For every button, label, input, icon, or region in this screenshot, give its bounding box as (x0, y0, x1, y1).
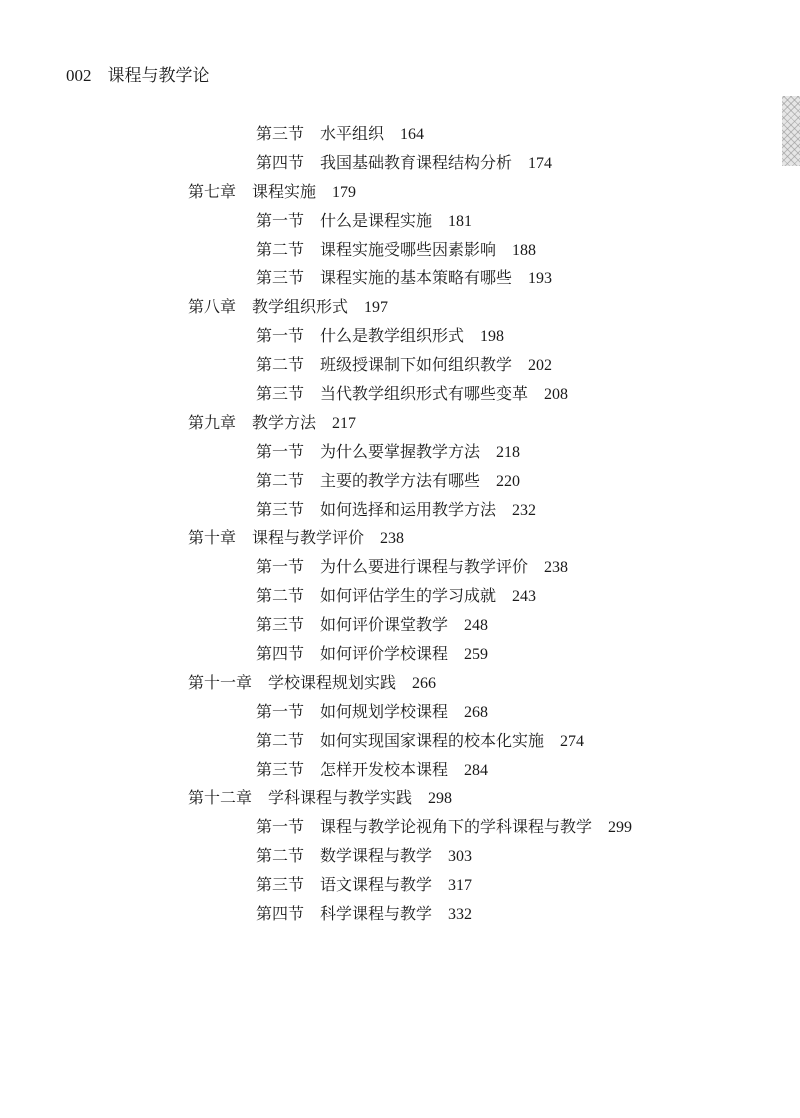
toc-entry-title: 教学方法 (252, 412, 317, 432)
toc-entry-label: 第九章 (188, 412, 237, 432)
toc-entry-page-number: 259 (464, 646, 489, 664)
toc-entry-title: 为什么要进行课程与教学评价 (320, 557, 529, 577)
toc-entry-title: 如何规划学校课程 (320, 701, 449, 721)
toc-entry-label: 第三节 (256, 499, 305, 519)
toc-entry-page-number: 268 (464, 703, 489, 721)
toc-entry-page-number: 238 (380, 530, 405, 548)
toc-section-row (0, 351, 800, 380)
toc-entry-page-number: 193 (528, 270, 553, 288)
toc-section-row (0, 698, 800, 727)
toc-section-row (0, 842, 800, 871)
toc-entry-label: 第十一章 (188, 672, 253, 692)
book-title: 课程与教学论 (107, 66, 210, 86)
toc-entry-page-number: 303 (448, 848, 473, 866)
toc-entry-title: 如何评价学校课程 (320, 644, 449, 664)
toc-entry-page-number: 317 (448, 877, 473, 895)
toc-entry-title: 学科课程与教学实践 (268, 788, 413, 808)
toc-chapter-row (0, 409, 800, 438)
toc-entry-label: 第三节 (256, 384, 305, 404)
toc-entry-title: 科学课程与教学 (320, 904, 433, 924)
toc-entry-page-number: 266 (412, 674, 437, 692)
toc-section-row (0, 813, 800, 842)
running-header (66, 64, 210, 88)
toc-entry-page-number: 243 (512, 588, 537, 606)
toc-entry-title: 数学课程与教学 (320, 846, 433, 866)
toc-chapter-row (0, 178, 800, 207)
toc-entry-page-number: 181 (448, 212, 473, 230)
toc-entry-label: 第二节 (256, 730, 305, 750)
toc-entry-page-number: 202 (528, 357, 553, 375)
toc-entry-title: 什么是课程实施 (320, 210, 433, 230)
toc-entry-label: 第十章 (188, 528, 237, 548)
toc-entry-page-number: 198 (480, 328, 505, 346)
toc-entry-page-number: 274 (560, 732, 585, 750)
toc-entry-page-number: 174 (528, 154, 553, 172)
toc-entry-title: 如何评价课堂教学 (320, 615, 449, 635)
toc-chapter-row (0, 669, 800, 698)
toc-chapter-row (0, 293, 800, 322)
toc-section-row (0, 438, 800, 467)
toc-entry-label: 第二节 (256, 846, 305, 866)
toc-entry-title: 怎样开发校本课程 (320, 759, 449, 779)
toc-section-row (0, 611, 800, 640)
toc-entry-title: 如何选择和运用教学方法 (320, 499, 497, 519)
toc-section-row (0, 553, 800, 582)
toc-entry-title: 主要的教学方法有哪些 (320, 470, 481, 490)
toc-entry-label: 第四节 (256, 644, 305, 664)
toc-entry-title: 课程实施的基本策略有哪些 (320, 268, 513, 288)
toc-entry-page-number: 238 (544, 559, 569, 577)
toc-entry-label: 第三节 (256, 124, 305, 143)
toc-section-row (0, 900, 800, 929)
toc-entry-label: 第一节 (256, 210, 305, 230)
toc-entry-label: 第一节 (256, 326, 305, 346)
toc-entry-label: 第三节 (256, 268, 305, 288)
toc-entry-title: 为什么要掌握教学方法 (320, 441, 481, 461)
toc-entry-page-number: 220 (496, 472, 521, 490)
toc-section-row (0, 467, 800, 496)
toc-entry-label: 第二节 (256, 239, 305, 259)
toc-entry-label: 第一节 (256, 441, 305, 461)
toc-entry-page-number: 197 (364, 299, 389, 317)
toc-entry-title: 课程实施 (252, 181, 317, 201)
toc-section-row (0, 264, 800, 293)
toc-entry-label: 第二节 (256, 586, 305, 606)
toc-entry-page-number: 332 (448, 906, 473, 924)
toc-entry-title: 水平组织 (320, 124, 385, 143)
toc-section-row (0, 120, 800, 149)
toc-section-row (0, 756, 800, 785)
table-of-contents (0, 120, 800, 929)
toc-section-row (0, 496, 800, 525)
toc-entry-label: 第一节 (256, 817, 305, 837)
toc-entry-page-number: 248 (464, 617, 489, 635)
toc-section-row (0, 322, 800, 351)
toc-entry-page-number: 208 (544, 386, 569, 404)
toc-entry-page-number: 188 (512, 241, 537, 259)
toc-section-row (0, 727, 800, 756)
toc-entry-title: 课程与教学评价 (252, 528, 365, 548)
page-number: 002 (66, 66, 92, 85)
toc-entry-label: 第三节 (256, 615, 305, 635)
toc-entry-label: 第八章 (188, 297, 237, 317)
toc-section-row (0, 640, 800, 669)
toc-chapter-row (0, 784, 800, 813)
toc-section-row (0, 207, 800, 236)
toc-section-row (0, 236, 800, 265)
toc-section-row (0, 871, 800, 900)
toc-entry-label: 第十二章 (188, 788, 253, 808)
toc-chapter-row (0, 524, 800, 553)
toc-section-row (0, 149, 800, 178)
toc-section-row (0, 380, 800, 409)
toc-entry-label: 第四节 (256, 152, 305, 172)
toc-entry-label: 第一节 (256, 557, 305, 577)
toc-entry-page-number: 217 (332, 414, 357, 432)
toc-entry-title: 课程实施受哪些因素影响 (320, 239, 497, 259)
toc-entry-title: 什么是教学组织形式 (320, 326, 465, 346)
toc-entry-label: 第三节 (256, 759, 305, 779)
toc-entry-page-number: 164 (400, 126, 425, 143)
toc-entry-label: 第二节 (256, 355, 305, 375)
toc-entry-title: 语文课程与教学 (320, 875, 433, 895)
toc-entry-page-number: 179 (332, 183, 357, 201)
toc-entry-label: 第七章 (188, 181, 237, 201)
toc-entry-title: 学校课程规划实践 (268, 672, 397, 692)
toc-entry-title: 如何评估学生的学习成就 (320, 586, 497, 606)
toc-entry-label: 第二节 (256, 470, 305, 490)
toc-entry-label: 第四节 (256, 904, 305, 924)
toc-entry-page-number: 298 (428, 790, 453, 808)
toc-entry-title: 班级授课制下如何组织教学 (320, 355, 513, 375)
toc-entry-title: 如何实现国家课程的校本化实施 (320, 730, 545, 750)
toc-entry-label: 第三节 (256, 875, 305, 895)
toc-entry-page-number: 218 (496, 443, 521, 461)
toc-section-row (0, 582, 800, 611)
toc-entry-title: 当代教学组织形式有哪些变革 (320, 384, 529, 404)
toc-entry-title: 课程与教学论视角下的学科课程与教学 (320, 817, 593, 837)
toc-entry-title: 教学组织形式 (252, 297, 349, 317)
toc-entry-page-number: 284 (464, 761, 489, 779)
toc-entry-label: 第一节 (256, 701, 305, 721)
toc-entry-page-number: 299 (608, 819, 633, 837)
toc-entry-title: 我国基础教育课程结构分析 (320, 152, 513, 172)
toc-entry-page-number: 232 (512, 501, 537, 519)
